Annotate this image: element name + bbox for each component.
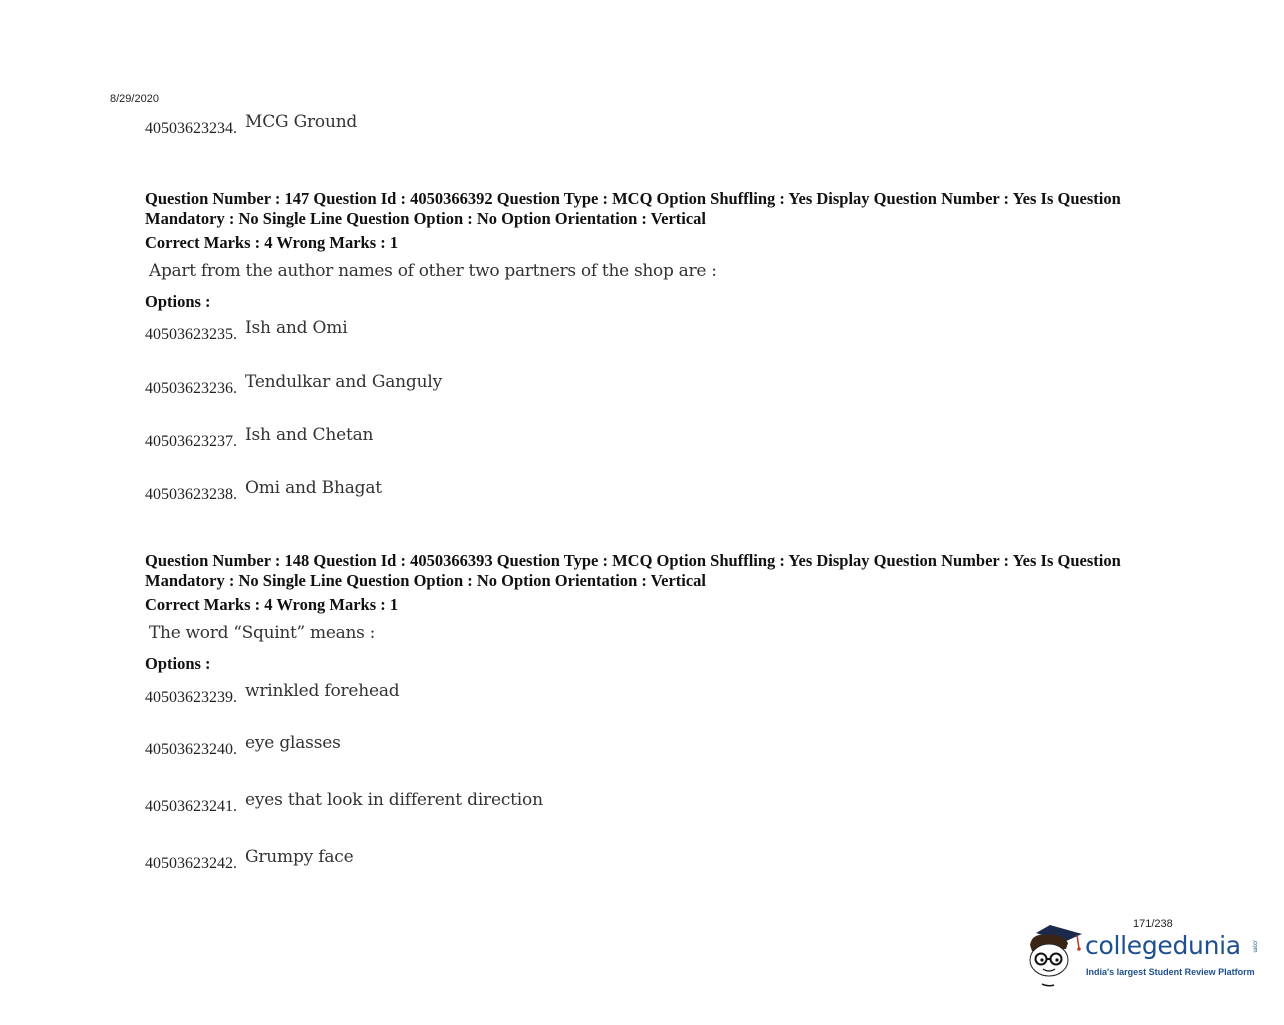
option-text: MCG Ground xyxy=(245,112,358,132)
option-id: 40503623239. xyxy=(145,689,237,706)
option-row xyxy=(145,733,341,759)
logo-tagline: India's largest Student Review Platform xyxy=(1086,967,1255,977)
question-marks: Correct Marks : 4 Wrong Marks : 1 xyxy=(145,233,399,252)
option-text: Ish and Chetan xyxy=(245,425,374,445)
option-text: Grumpy face xyxy=(245,847,354,867)
option-row xyxy=(145,372,442,398)
page-number: 171/238 xyxy=(1133,918,1173,930)
option-text: Omi and Bhagat xyxy=(245,478,382,498)
option-id: 40503623236. xyxy=(145,380,237,397)
option-id: 40503623235. xyxy=(145,326,237,343)
option-row xyxy=(145,318,348,344)
option-text: Tendulkar and Ganguly xyxy=(245,372,442,392)
option-text: eye glasses xyxy=(245,733,341,753)
option-row xyxy=(145,681,400,707)
question-text: Apart from the author names of other two partners of the shop are : xyxy=(149,261,717,281)
option-id: 40503623242. xyxy=(145,855,237,872)
mascot-icon xyxy=(1022,915,1088,990)
question-header: Question Number : 147 Question Id : 4050366392 Question Type : MCQ Option Shuffling : Yes Display Question Number : Yes Is Question Mandatory : No Single Line Question Option : No Option Orientation : Vertical xyxy=(145,189,1121,228)
option-text: Ish and Omi xyxy=(245,318,348,338)
options-label: Options : xyxy=(145,292,211,311)
collegedunia-logo xyxy=(1022,915,1262,990)
option-text: eyes that look in different direction xyxy=(245,790,543,810)
option-id: 40503623238. xyxy=(145,486,237,503)
options-label: Options : xyxy=(145,654,211,673)
option-row xyxy=(145,425,374,451)
logo-wordmark: collegedunia xyxy=(1085,931,1241,960)
option-id: 40503623241. xyxy=(145,798,237,815)
option-id: 40503623234. xyxy=(145,120,237,137)
print-date: 8/29/2020 xyxy=(110,93,159,105)
option-text: wrinkled forehead xyxy=(245,681,400,701)
question-marks: Correct Marks : 4 Wrong Marks : 1 xyxy=(145,595,399,614)
logo-domain: .com xyxy=(1251,939,1258,953)
option-row xyxy=(145,478,382,504)
option-id: 40503623237. xyxy=(145,433,237,450)
question-text: The word “Squint” means : xyxy=(149,623,376,643)
option-row xyxy=(145,847,354,873)
option-row xyxy=(145,112,358,138)
option-row xyxy=(145,790,543,816)
question-header: Question Number : 148 Question Id : 4050366393 Question Type : MCQ Option Shuffling : Yes Display Question Number : Yes Is Question Mandatory : No Single Line Question Option : No Option Orientation : Vertical xyxy=(145,551,1121,590)
option-id: 40503623240. xyxy=(145,741,237,758)
